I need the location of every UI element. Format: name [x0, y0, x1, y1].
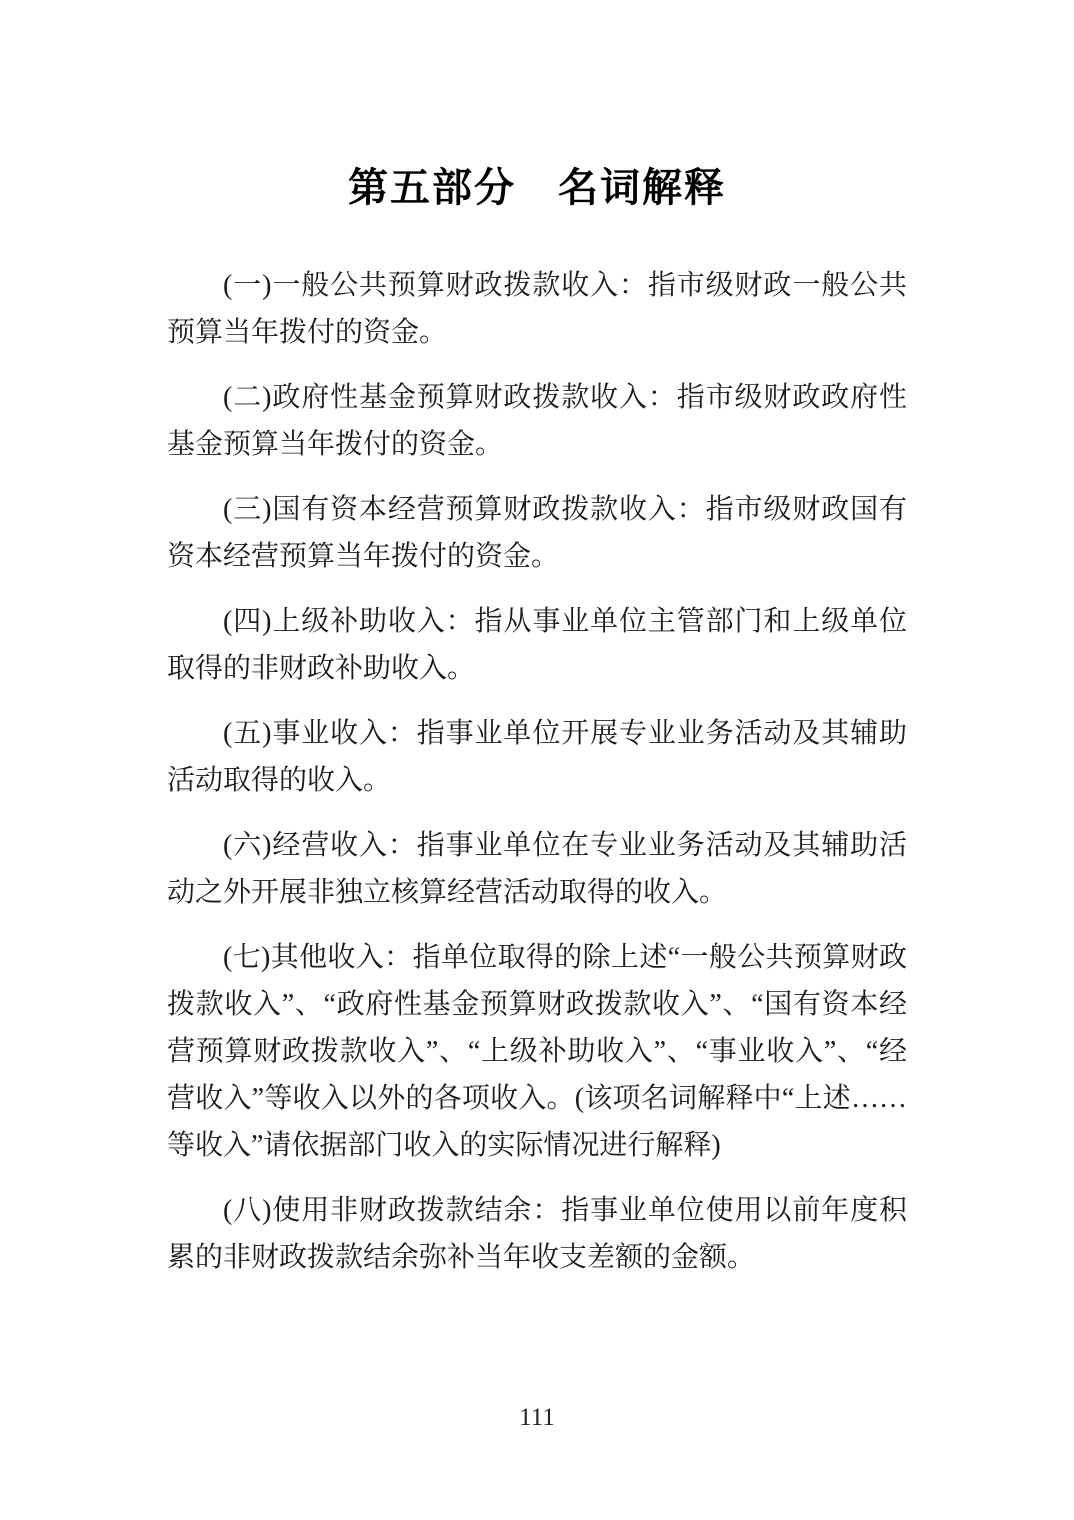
page-title: 第五部分 名词解释	[348, 166, 726, 210]
glossary-paragraph-7: (七)其他收入：指单位取得的除上述“一般公共预算财政拨款收入”、“政府性基金预算财政拨款收入”、“国有资本经营预算财政拨款收入”、“上级补助收入”、“事业收入”、“经营收入”等收入以外的各项收入。(该项名词解释中“上述……等收入”请依据部门收入的实际情况进行解释)	[167, 942, 907, 1161]
document-body	[167, 262, 907, 1281]
glossary-paragraph-8: (八)使用非财政拨款结余：指事业单位使用以前年度积累的非财政拨款结余弥补当年收支差额的金额。	[167, 1195, 907, 1273]
glossary-paragraph-4: (四)上级补助收入：指从事业单位主管部门和上级单位取得的非财政补助收入。	[167, 606, 907, 684]
glossary-paragraph-3: (三)国有资本经营预算财政拨款收入：指市级财政国有资本经营预算当年拨付的资金。	[167, 494, 907, 572]
page-number: 111	[519, 1404, 555, 1431]
glossary-paragraph-1: (一)一般公共预算财政拨款收入：指市级财政一般公共预算当年拨付的资金。	[167, 270, 907, 348]
glossary-paragraph-2: (二)政府性基金预算财政拨款收入：指市级财政政府性基金预算当年拨付的资金。	[167, 382, 907, 460]
glossary-paragraph-5: (五)事业收入：指事业单位开展专业业务活动及其辅助活动取得的收入。	[167, 718, 907, 796]
glossary-paragraph-6: (六)经营收入：指事业单位在专业业务活动及其辅助活动之外开展非独立核算经营活动取得的收入。	[167, 830, 907, 908]
